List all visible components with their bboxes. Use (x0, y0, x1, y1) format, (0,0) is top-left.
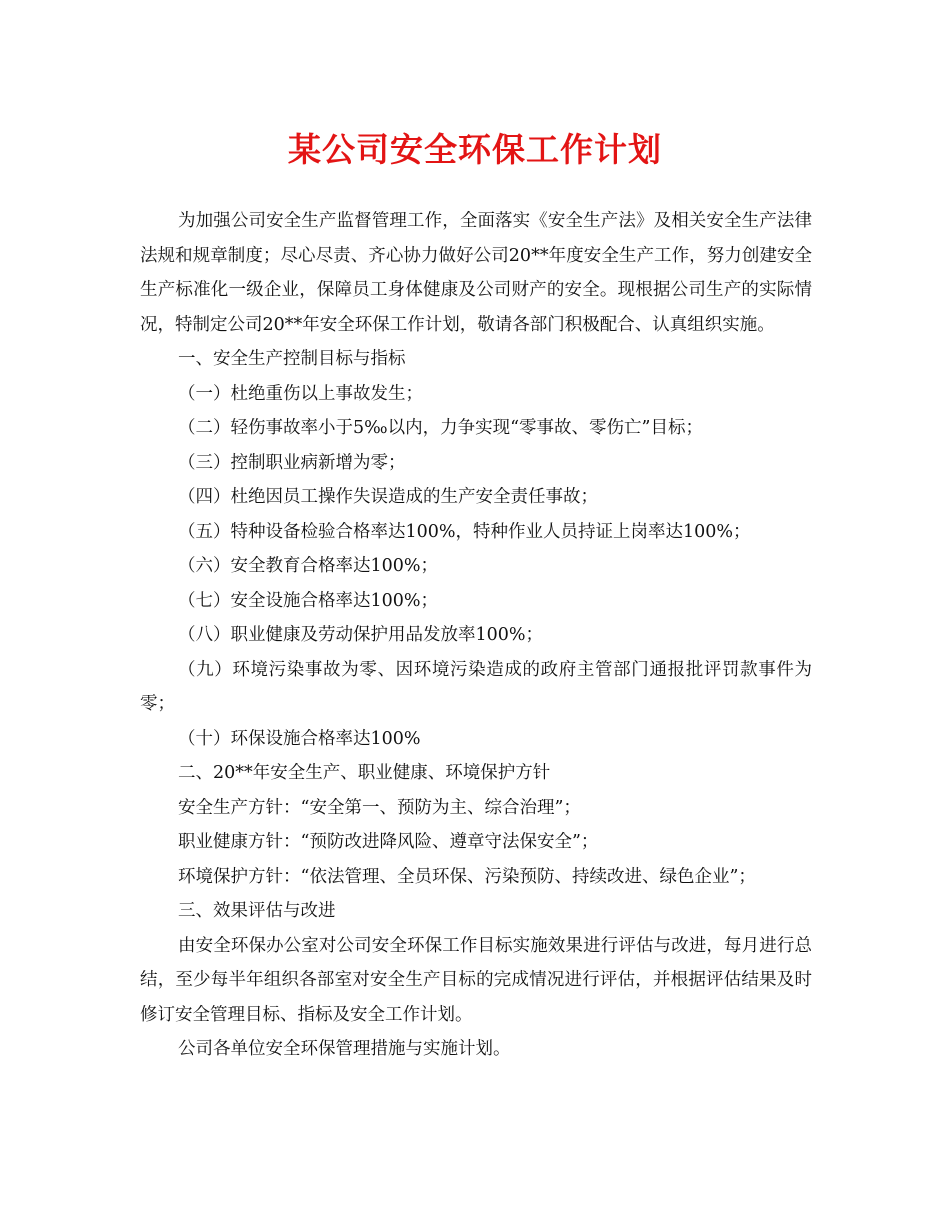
document-title: 某公司安全环保工作计划 (288, 130, 662, 169)
policy-item: 环境保护方针：“依法管理、全员环保、污染预防、持续改进、绿色企业”； (178, 866, 756, 887)
policy-item: 安全生产方针：“安全第一、预防为主、综合治理”； (178, 797, 581, 818)
policy-item: 职业健康方针：“预防改进降风险、遵章守法保安全”； (178, 832, 599, 852)
target-item: （五）特种设备检验合格率达100%，特种作业人员持证上岗率达100%； (178, 521, 751, 542)
target-item: （一）杜绝重伤以上事故发生； (178, 383, 423, 404)
section-heading-3: 三、效果评估与改进 (178, 901, 336, 921)
target-item: （十）环保设施合格率达100% (178, 728, 421, 749)
target-item: （七）安全设施合格率达100%； (178, 590, 439, 611)
target-item: （六）安全教育合格率达100%； (178, 556, 439, 576)
target-item: （八）职业健康及劳动保护用品发放率100%； (178, 625, 544, 645)
target-item: （九）环境污染事故为零、因环境污染造成的政府主管部门通报批评罚款事件为零； (140, 659, 812, 714)
closing-line: 公司各单位安全环保管理措施与实施计划。 (178, 1039, 511, 1059)
section-heading-1: 一、安全生产控制目标与指标 (178, 349, 406, 369)
section3-paragraph: 由安全环保办公室对公司安全环保工作目标实施效果进行评估与改进，每月进行总结，至少每半年组织各部室对安全生产目标的完成情况进行评估，并根据评估结果及时修订安全管理目标、指标及安全工作计划。 (140, 935, 812, 1025)
target-item: （二）轻伤事故率小于5‰以内，力争实现“零事故、零伤亡”目标； (178, 418, 704, 438)
intro-paragraph: 为加强公司安全生产监督管理工作，全面落实《安全生产法》及相关安全生产法律法规和规章制度；尽心尽责、齐心协力做好公司20**年度安全生产工作，努力创建安全生产标准化一级企业，保障员工身体健康及公司财产的安全。现根据公司生产的实际情况，特制定公司20**年安全环保工作计划，敬请各部门积极配合、认真组织实施。 (140, 211, 812, 335)
target-item: （四）杜绝因员工操作失误造成的生产安全责任事故； (178, 487, 598, 507)
target-item: （三）控制职业病新增为零； (178, 452, 406, 473)
section-heading-2: 二、20**年安全生产、职业健康、环境保护方针 (178, 763, 551, 783)
document-body (140, 204, 812, 1067)
